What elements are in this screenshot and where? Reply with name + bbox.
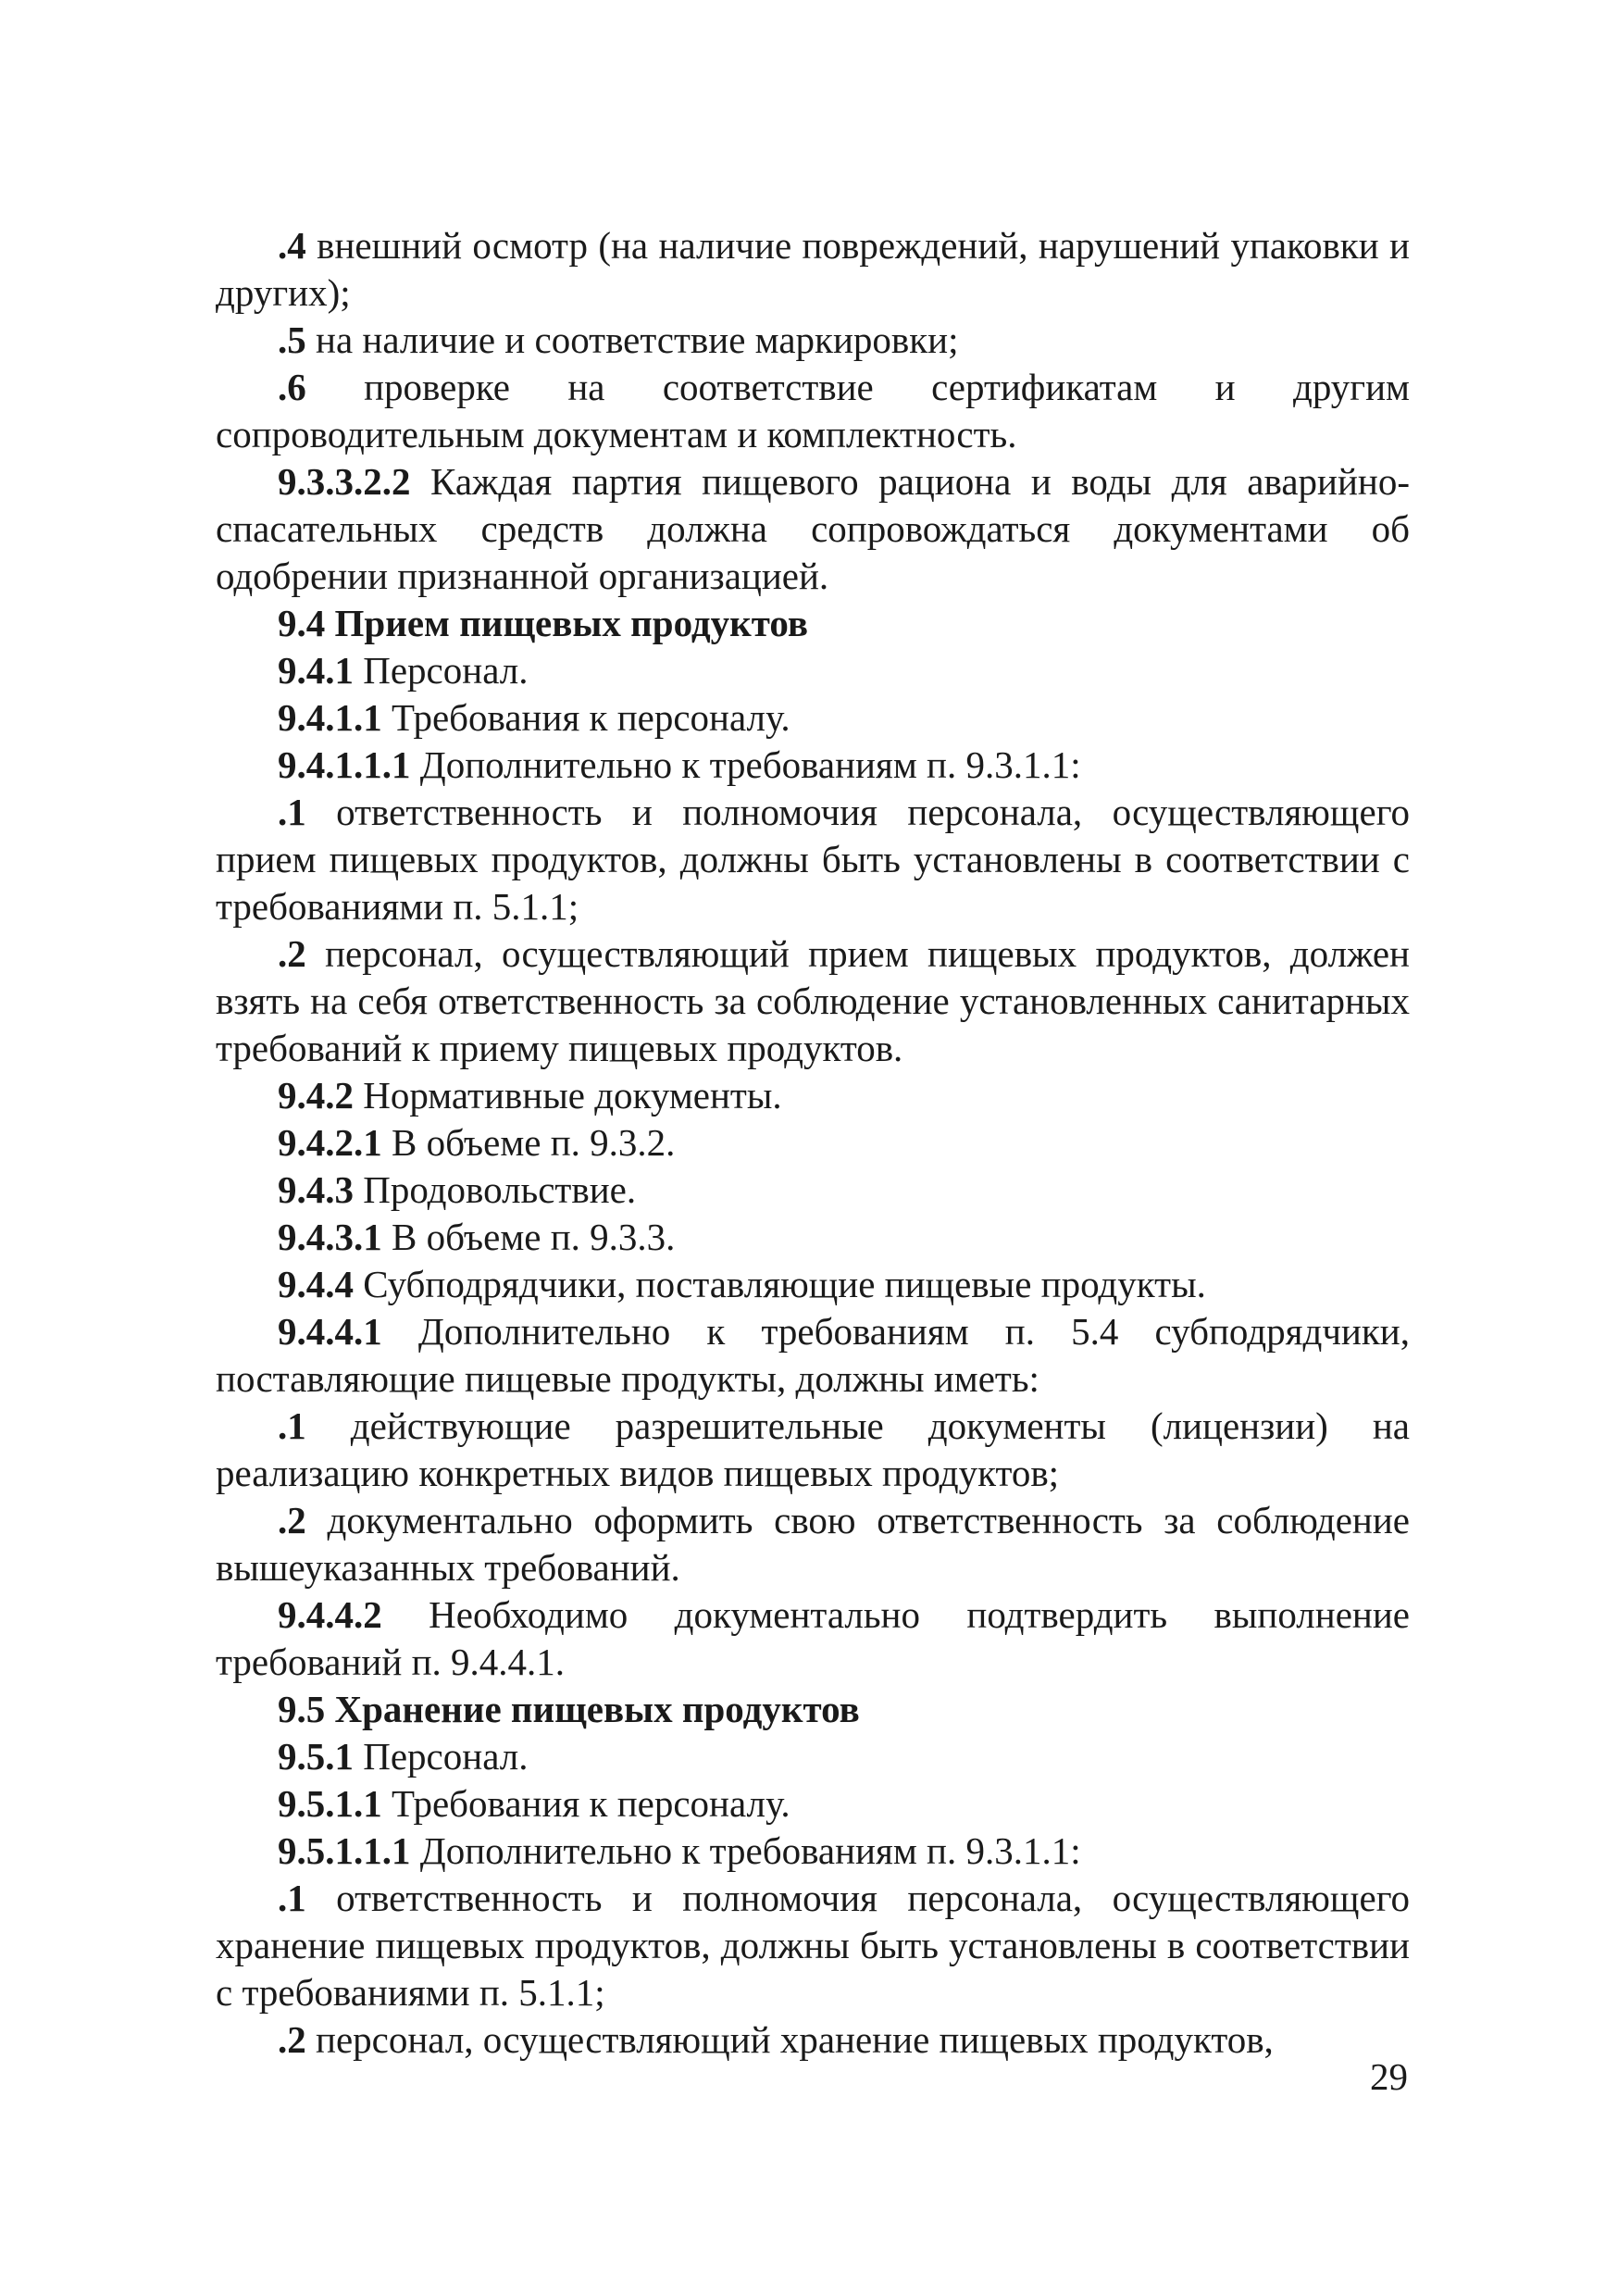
clause: 9.4.2 Нормативные документы. [278,1074,782,1117]
clause: 9.5.1 Персонал. [278,1735,529,1778]
list-item: .2 персонал, осуществляющий прием пищевых продуктов, должен взять на себя ответственность за соблюдение установленных санитарных требований к приему пищевых продуктов. [216,932,1410,1069]
list-item: .2 документально оформить свою ответственность за соблюдение вышеуказанных требований. [216,1499,1410,1589]
list-item: .6 проверке на соответствие сертификатам и другим сопроводительным документам и комплектность. [216,366,1410,455]
list-item: .1 ответственность и полномочия персонала, осуществляющего хранение пищевых продуктов, должны быть установлены в соответствии с требованиями п. 5.1.1; [216,1877,1410,2014]
section-heading: 9.5 Хранение пищевых продуктов [278,1688,860,1730]
clause: 9.4.3.1 В объеме п. 9.3.3. [278,1216,676,1258]
clause: 9.4.3 Продовольствие. [278,1168,637,1211]
list-item: .1 действующие разрешительные документы (лицензии) на реализацию конкретных видов пищевых продуктов; [216,1404,1410,1494]
clause: 9.4.1.1.1 Дополнительно к требованиям п. 9.3.1.1: [278,743,1081,786]
clause: 9.3.3.2.2 Каждая партия пищевого рациона и воды для аварийно-спасательных средств должна сопровождаться документами об одобрении признанной организацией. [216,460,1410,597]
list-item: .2 персонал, осуществляющий хранение пищевых продуктов, [278,2018,1274,2061]
clause: 9.4.2.1 В объеме п. 9.3.2. [278,1121,676,1164]
clause: 9.4.4.2 Необходимо документально подтвердить выполнение требований п. 9.4.4.1. [216,1593,1410,1683]
page-number: 29 [1370,2055,1408,2098]
list-item: .1 ответственность и полномочия персонала, осуществляющего прием пищевых продуктов, должны быть установлены в соответствии с требованиями п. 5.1.1; [216,791,1410,928]
clause: 9.4.4.1 Дополнительно к требованиям п. 5.4 субподрядчики, поставляющие пищевые продукты, должны иметь: [216,1310,1410,1400]
list-item: .4 внешний осмотр (на наличие повреждений, нарушений упаковки и других); [216,224,1410,314]
clause: 9.4.1.1 Требования к персоналу. [278,696,790,739]
document-body [216,222,1410,2064]
list-item: .5 на наличие и соответствие маркировки; [278,318,959,361]
clause: 9.5.1.1.1 Дополнительно к требованиям п. 9.3.1.1: [278,1829,1081,1872]
section-heading: 9.4 Прием пищевых продуктов [278,602,808,644]
clause: 9.4.1 Персонал. [278,649,529,692]
clause: 9.4.4 Субподрядчики, поставляющие пищевые продукты. [278,1263,1206,1305]
clause: 9.5.1.1 Требования к персоналу. [278,1782,790,1825]
